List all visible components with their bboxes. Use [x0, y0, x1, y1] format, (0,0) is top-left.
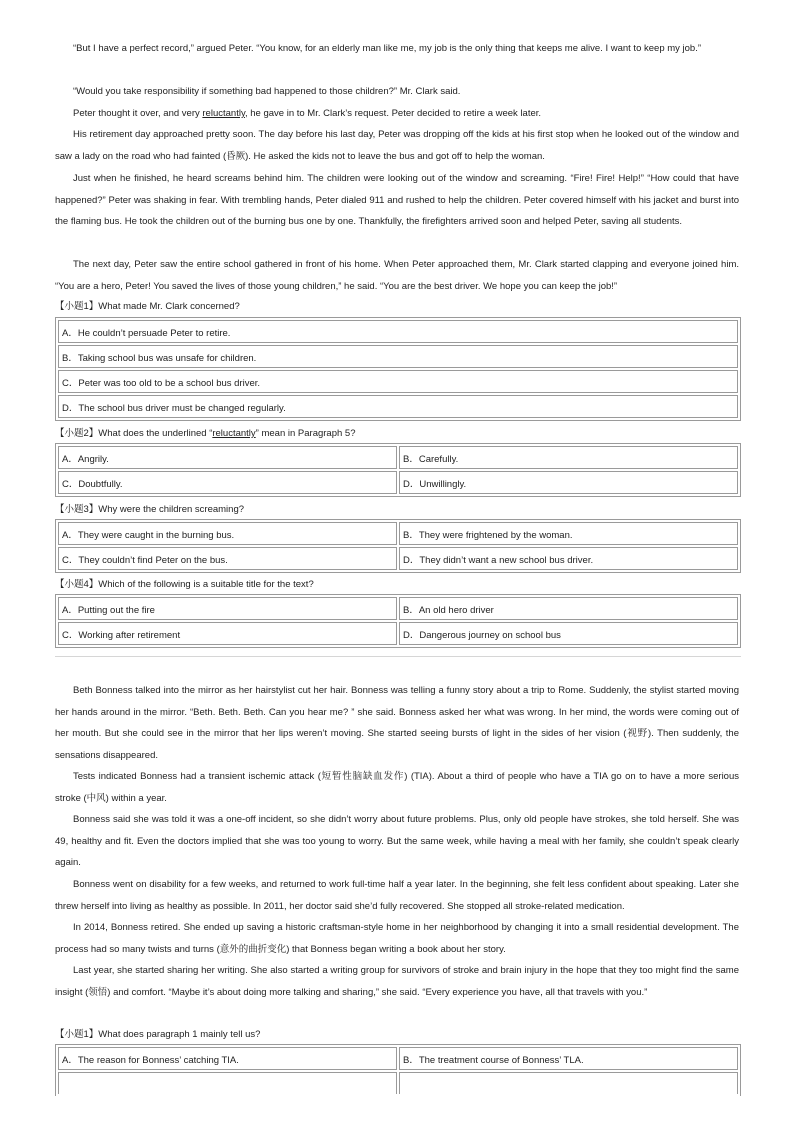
- passage2-paragraph: Tests indicated Bonness had a transient ischemic attack (短暂性脑缺血发作) (TIA). About a third of people who have a TIA go on to have a more serious stroke (中风) within a year.: [55, 771, 739, 804]
- option-a[interactable]: A．Putting out the fire: [58, 597, 397, 620]
- question-4-options: [55, 594, 741, 648]
- passage1-paragraph: His retirement day approached pretty soon. The day before his last day, Peter was dropping off the kids at his first stop when he looked out of the window and saw a lady on the road who had fainted (昏厥). He asked the kids not to leave the bus and got off to help the woman.: [55, 129, 739, 162]
- option-a[interactable]: A．Angrily.: [58, 446, 397, 469]
- option-d[interactable]: D．They didn’t want a new school bus driver.: [399, 547, 738, 570]
- option-d[interactable]: D．Unwillingly.: [399, 471, 738, 494]
- passage2-question-1-stem: 【小题1】What does paragraph 1 mainly tell us?: [55, 1029, 261, 1040]
- underlined-word: reluctantly: [212, 428, 256, 439]
- option-row-continued: [58, 1072, 397, 1094]
- question-1-stem: 【小题1】What made Mr. Clark concerned?: [55, 301, 240, 312]
- option-c[interactable]: C．Working after retirement: [58, 622, 397, 645]
- paragraph-text: Peter thought it over, and very: [73, 108, 203, 119]
- passage1-paragraph: The next day, Peter saw the entire school gathered in front of his home. When Peter approached them, Mr. Clark started clapping and everyone joined him. “You are a hero, Peter! You saved the lives of those young children,” he said. “You are the best driver. We hope you can keep the job!”: [55, 259, 739, 292]
- question-text: 【小题2】What does the underlined “: [55, 428, 213, 439]
- passage2-paragraph: In 2014, Bonness retired. She ended up saving a historic craftsman-style home in her neighborhood by changing it into a small residential development. The process had so many twists and turns (意外的曲折变化) that Bonness began writing a book about her story.: [55, 922, 739, 955]
- question-3-stem: 【小题3】Why were the children screaming?: [55, 504, 245, 515]
- passage2-paragraph: Beth Bonness talked into the mirror as her hairstylist cut her hair. Bonness was telling a funny story about a trip to Rome. Suddenly, the stylist started moving her hands around in the mirror. “Beth. Beth. Beth. Can you hear me? ” she said. Bonness asked her what was wrong. In her mind, the words were coming out of her mouth. But she could see in the mirror that her lips weren’t moving. She started seeing bursts of light in the sides of her vision (视野). Then suddenly, the sensations disappeared.: [55, 685, 739, 761]
- option-d[interactable]: D．The school bus driver must be changed regularly.: [58, 395, 738, 418]
- question-4-stem: 【小题4】Which of the following is a suitable title for the text?: [55, 579, 314, 590]
- option-c[interactable]: C．They couldn’t find Peter on the bus.: [58, 547, 397, 570]
- option-a[interactable]: A．They were caught in the burning bus.: [58, 522, 397, 545]
- question-2-stem: [55, 427, 745, 441]
- question-3-options: [55, 519, 741, 573]
- option-a[interactable]: A．The reason for Bonness’ catching TIA.: [58, 1047, 397, 1070]
- question-1-options: [55, 317, 741, 421]
- passage2-paragraph: Bonness said she was told it was a one-off incident, so she didn’t worry about future problems. Plus, only old people have strokes, she told herself. She was 49, healthy and fit. Even the doctors implied that she was too young to worry. But the same week, while having a meal with her family, she couldn’t speak clearly again.: [55, 814, 739, 869]
- passage1-paragraph: “Would you take responsibility if something bad happened to those children?” Mr. Clark said.: [73, 86, 461, 97]
- option-c[interactable]: C．Doubtfully.: [58, 471, 397, 494]
- section-divider: [55, 656, 741, 657]
- passage2-paragraph: Bonness went on disability for a few weeks, and returned to work full-time half a year later. In the beginning, she felt less confident about speaking. Later she threw herself into living as healthy as possible. In 2011, her doctor said she’d fully recovered. She stopped all stroke-related medication.: [55, 879, 739, 912]
- question-text: ” mean in Paragraph 5?: [255, 428, 356, 439]
- option-d[interactable]: D．Dangerous journey on school bus: [399, 622, 738, 645]
- option-b[interactable]: B．Taking school bus was unsafe for children.: [58, 345, 738, 368]
- option-b[interactable]: B．They were frightened by the woman.: [399, 522, 738, 545]
- option-b[interactable]: B．An old hero driver: [399, 597, 738, 620]
- passage2-paragraph: Last year, she started sharing her writing. She also started a writing group for survivors of stroke and brain injury in the hope that they too might find the same insight (领悟) and comfort. “Maybe it’s about doing more talking and sharing,” she said. “Every experience you have, all that travels with you.”: [55, 965, 739, 998]
- option-b[interactable]: B．Carefully.: [399, 446, 738, 469]
- option-a[interactable]: A．He couldn’t persuade Peter to retire.: [58, 320, 738, 343]
- passage1-paragraph: [55, 103, 739, 125]
- passage1-paragraph: “But I have a perfect record,” argued Peter. “You know, for an elderly man like me, my job is the only thing that keeps me alive. I want to keep my job.”: [73, 43, 702, 54]
- paragraph-text: , he gave in to Mr. Clark’s request. Peter decided to retire a week later.: [244, 108, 542, 119]
- question-2-options: [55, 443, 741, 497]
- option-c[interactable]: C．Peter was too old to be a school bus driver.: [58, 370, 738, 393]
- option-b[interactable]: B．The treatment course of Bonness’ TLA.: [399, 1047, 738, 1070]
- underlined-word: reluctantly: [202, 108, 245, 119]
- passage1-paragraph: Just when he finished, he heard screams behind him. The children were looking out of the window and screaming. “Fire! Fire! Help!” “How could that have happened?” Peter was shaking in fear. With trembling hands, Peter dialed 911 and rushed to help the children. Peter covered himself with his jacket and burst into the flaming bus. He took the children out of the burning bus one by one. Thankfully, the firefighters arrived soon and helped Peter, saving all students.: [55, 173, 739, 228]
- option-row-continued: [399, 1072, 738, 1094]
- passage2-question-1-options: [55, 1044, 741, 1096]
